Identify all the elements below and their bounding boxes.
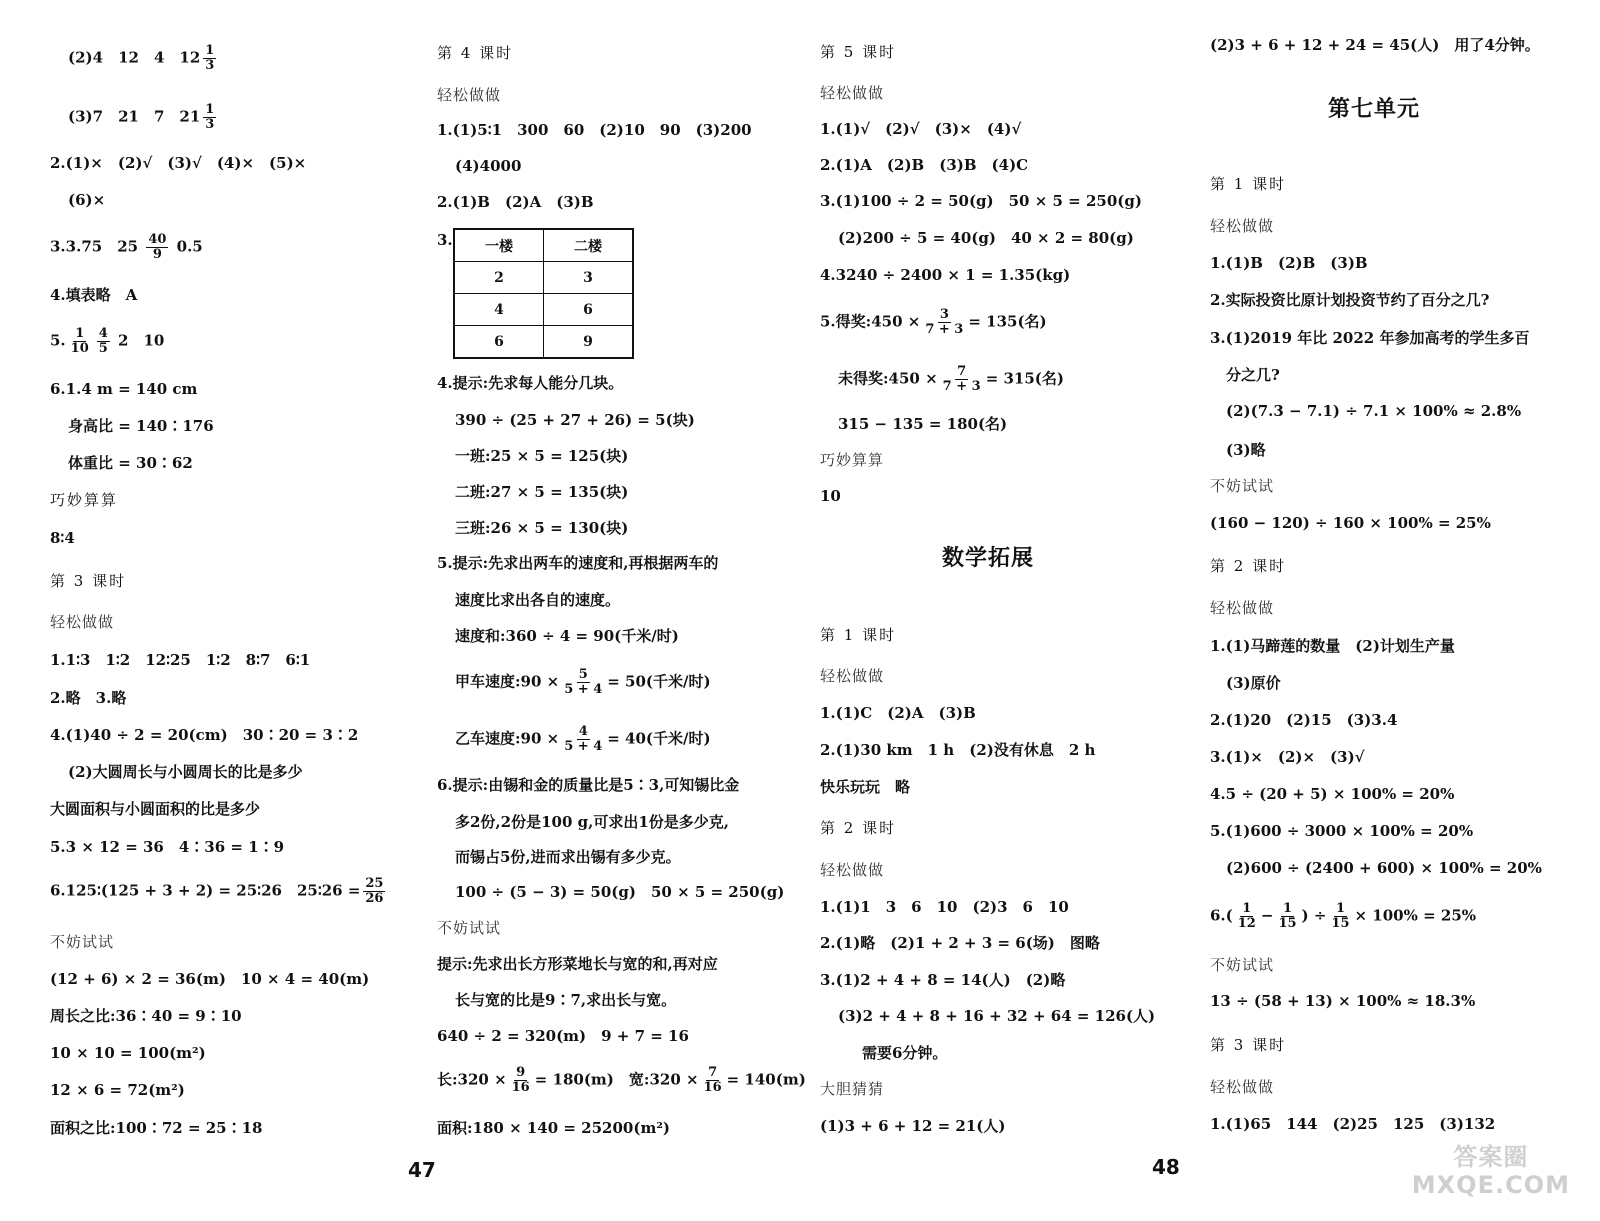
- answer-line: 快乐玩玩 略: [820, 778, 911, 796]
- answer-line: 速度比求出各自的速度。: [455, 591, 621, 609]
- answer-line: (3)略: [1226, 441, 1266, 459]
- answer-line: 大圆面积与小圆面积的比是多少: [50, 800, 261, 818]
- answer-line: 乙车速度:90 × $\frac{4}{5 + 4}$ = 40(千米/时): [455, 724, 711, 754]
- table-cell: 6: [544, 294, 634, 326]
- section-heading: 不妨试试: [50, 933, 115, 951]
- answer-line: 1.(1)马蹄莲的数量 (2)计划生产量: [1210, 637, 1455, 655]
- section-heading: 不妨试试: [1210, 477, 1275, 495]
- fraction: $\frac{7}{16}$: [703, 1065, 722, 1095]
- answer-line: 1.1∶3 1∶2 12∶25 1∶2 8∶7 6∶1: [50, 651, 311, 669]
- answer-line: 3.(1)× (2)× (3)√: [1210, 748, 1365, 766]
- answer-line: 4.填表略 A: [50, 286, 138, 304]
- table-cell: 6: [454, 326, 544, 359]
- section-heading: 轻松做做: [820, 861, 885, 879]
- fraction: $\frac{25}{26}$: [365, 876, 384, 906]
- fraction: $\frac{4}{5}$: [98, 326, 108, 356]
- section-heading: 轻松做做: [1210, 217, 1275, 235]
- lesson-heading: 第 2 课时: [820, 819, 897, 837]
- answer-line: (4)4000: [455, 157, 522, 175]
- answer-line: (3)7 21 7 21 $\frac{1}{3}$: [68, 102, 215, 132]
- lesson-heading: 第 2 课时: [1210, 557, 1287, 575]
- answer-line: 5.得奖:450 × $\frac{3}{7 + 3}$ = 135(名): [820, 307, 1047, 337]
- fraction: $\frac{1}{15}$: [1278, 901, 1297, 931]
- table-row: [454, 229, 633, 262]
- table-cell: 2: [454, 262, 544, 294]
- table-row: [454, 262, 633, 294]
- answer-line: 315 − 135 = 180(名): [838, 415, 1008, 433]
- answer-line: 身高比 = 140∶176: [68, 417, 214, 435]
- answer-line: 2.(1)20 (2)15 (3)3.4: [1210, 711, 1398, 729]
- section-heading: 轻松做做: [1210, 599, 1275, 617]
- answer-line: 2.(1)× (2)√ (3)√ (4)× (5)×: [50, 154, 307, 172]
- answer-line: 三班:26 × 5 = 130(块): [455, 519, 629, 537]
- fraction: $\frac{1}{3}$: [205, 43, 215, 73]
- answer-line: (2)600 ÷ (2400 + 600) × 100% = 20%: [1226, 859, 1542, 877]
- page-number-left: 47: [408, 1158, 436, 1182]
- answer-line: 3.3.75 25 $\frac{40}{9}$ 0.5: [50, 232, 203, 262]
- answer-line: 未得奖:450 × $\frac{7}{7 + 3}$ = 315(名): [838, 364, 1064, 394]
- answer-line: 1.(1)C (2)A (3)B: [820, 704, 976, 722]
- answer-line: 多2份,2份是100 g,可求出1份是多少克,: [455, 813, 730, 831]
- fraction: $\frac{1}{15}$: [1331, 901, 1350, 931]
- answer-line: (12 + 6) × 2 = 36(m) 10 × 4 = 40(m): [50, 970, 370, 988]
- answer-line: 二班:27 × 5 = 135(块): [455, 483, 629, 501]
- answer-line: 6.1.4 m = 140 cm: [50, 380, 198, 398]
- fraction: $\frac{1}{12}$: [1237, 901, 1256, 931]
- table-cell: 4: [454, 294, 544, 326]
- answer-line: 8∶4: [50, 529, 75, 547]
- answer-line: 5. $\frac{1}{10}$ $\frac{4}{5}$ 2 10: [50, 326, 165, 356]
- fraction: $\frac{5}{5 + 4}$: [564, 667, 603, 697]
- answer-line: 6.( $\frac{1}{12}$ − $\frac{1}{15}$ ) ÷ $\frac{1}{15}$ × 100% = 25%: [1210, 901, 1477, 931]
- answer-line: 2.(1)B (2)A (3)B: [437, 193, 594, 211]
- answer-line: 13 ÷ (58 + 13) × 100% ≈ 18.3%: [1210, 992, 1476, 1010]
- answer-line: 1.(1)√ (2)√ (3)× (4)√: [820, 120, 1022, 138]
- floor-table: [453, 228, 634, 359]
- answer-line: 面积之比:100∶72 = 25∶18: [50, 1119, 263, 1137]
- answer-line: 提示:先求出长方形菜地长与宽的和,再对应: [437, 955, 718, 973]
- section-heading: 大胆猜猜: [820, 1080, 885, 1098]
- answer-line: 2.略 3.略: [50, 689, 127, 707]
- answer-line: 2.(1)A (2)B (3)B (4)C: [820, 156, 1029, 174]
- section-heading: 巧妙算算: [820, 451, 885, 469]
- answer-line: 10: [820, 487, 841, 505]
- answer-line: 甲车速度:90 × $\frac{5}{5 + 4}$ = 50(千米/时): [455, 667, 711, 697]
- table-cell: 3: [544, 262, 634, 294]
- answer-line: 2.实际投资比原计划投资节约了百分之几?: [1210, 291, 1490, 309]
- answer-line: 6.125∶(125 + 3 + 2) = 25∶26 25∶26 = $\frac{25}{26}$: [50, 876, 384, 906]
- answer-line: (2)200 ÷ 5 = 40(g) 40 × 2 = 80(g): [838, 229, 1134, 247]
- table-row: [454, 326, 633, 359]
- answer-line: 长:320 × $\frac{9}{16}$ = 180(m) 宽:320 × $\frac{7}{16}$ = 140(m): [437, 1065, 806, 1095]
- answer-line: 3.(1)2019 年比 2022 年参加高考的学生多百: [1210, 329, 1530, 347]
- answer-line: 4.(1)40 ÷ 2 = 20(cm) 30∶20 = 3∶2: [50, 726, 359, 744]
- fraction: $\frac{4}{5 + 4}$: [564, 724, 603, 754]
- answer-line: 速度和:360 ÷ 4 = 90(千米/时): [455, 627, 679, 645]
- fraction: $\frac{3}{7 + 3}$: [925, 307, 964, 337]
- answer-line: 体重比 = 30∶62: [68, 454, 193, 472]
- fraction: $\frac{40}{9}$: [148, 232, 167, 262]
- answer-line: 4.3240 ÷ 2400 × 1 = 1.35(kg): [820, 266, 1071, 284]
- lesson-heading: 第 1 课时: [1210, 175, 1287, 193]
- answer-line: (2)3 + 6 + 12 + 24 = 45(人) 用了4分钟。: [1210, 36, 1540, 54]
- answer-line: 5.3 × 12 = 36 4∶36 = 1∶9: [50, 838, 285, 856]
- answer-line: 3.(1)2 + 4 + 8 = 14(人) (2)略: [820, 971, 1066, 989]
- table-cell: 二楼: [544, 229, 634, 262]
- watermark-logo: 答案圈 MXQE.COM: [1411, 1143, 1570, 1199]
- fraction: $\frac{1}{10}$: [70, 326, 89, 356]
- section-heading: 轻松做做: [50, 613, 115, 631]
- answer-line: 3.(1)100 ÷ 2 = 50(g) 50 × 5 = 250(g): [820, 192, 1142, 210]
- lesson-heading: 第 3 课时: [1210, 1036, 1287, 1054]
- answer-line: (2)4 12 4 12 $\frac{1}{3}$: [68, 43, 215, 73]
- answer-line: (1)3 + 6 + 12 = 21(人): [820, 1117, 1006, 1135]
- answer-line: (2)(7.3 − 7.1) ÷ 7.1 × 100% ≈ 2.8%: [1226, 402, 1522, 420]
- table-row: [454, 294, 633, 326]
- section-heading: 巧妙算算: [50, 491, 119, 509]
- answer-line: (2)大圆周长与小圆周长的比是多少: [68, 763, 303, 781]
- answer-line: (160 − 120) ÷ 160 × 100% = 25%: [1210, 514, 1491, 532]
- answer-line: 4.提示:先求每人能分几块。: [437, 374, 624, 392]
- answer-line: 6.提示:由锡和金的质量比是5∶3,可知锡比金: [437, 776, 740, 794]
- answer-line: 3.: [437, 231, 453, 249]
- section-heading: 轻松做做: [1210, 1078, 1275, 1096]
- table-cell: 一楼: [454, 229, 544, 262]
- fraction: $\frac{1}{3}$: [205, 102, 215, 132]
- section-heading: 不妨试试: [1210, 956, 1275, 974]
- lesson-heading: 第 1 课时: [820, 626, 897, 644]
- answer-line: 长与宽的比是9∶7,求出长与宽。: [455, 991, 677, 1009]
- section-heading: 轻松做做: [820, 84, 885, 102]
- fraction: $\frac{7}{7 + 3}$: [942, 364, 981, 394]
- answer-line: 10 × 10 = 100(m²): [50, 1044, 206, 1062]
- section-title: 数学拓展: [942, 545, 1035, 571]
- lesson-heading: 第 4 课时: [437, 44, 514, 62]
- answer-line: 5.(1)600 ÷ 3000 × 100% = 20%: [1210, 822, 1474, 840]
- answer-line: 1.(1)65 144 (2)25 125 (3)132: [1210, 1115, 1496, 1133]
- answer-line: 1.(1)1 3 6 10 (2)3 6 10: [820, 898, 1069, 916]
- section-heading: 轻松做做: [437, 86, 502, 104]
- answer-line: 12 × 6 = 72(m²): [50, 1081, 185, 1099]
- answer-line: 而锡占5份,进而求出锡有多少克。: [455, 848, 681, 866]
- answer-line: 390 ÷ (25 + 27 + 26) = 5(块): [455, 411, 695, 429]
- answer-line: (3)2 + 4 + 8 + 16 + 32 + 64 = 126(人): [838, 1007, 1156, 1025]
- lesson-heading: 第 3 课时: [50, 572, 127, 590]
- answer-line: 1.(1)B (2)B (3)B: [1210, 254, 1368, 272]
- lesson-heading: 第 5 课时: [820, 43, 897, 61]
- answer-line: 2.(1)略 (2)1 + 2 + 3 = 6(场) 图略: [820, 934, 1100, 952]
- answer-line: 面积:180 × 140 = 25200(m²): [437, 1119, 671, 1137]
- page-number-right: 48: [1152, 1155, 1180, 1179]
- answer-line: 1.(1)5∶1 300 60 (2)10 90 (3)200: [437, 121, 752, 139]
- answer-line: 4.5 ÷ (20 + 5) × 100% = 20%: [1210, 785, 1455, 803]
- answer-line: 640 ÷ 2 = 320(m) 9 + 7 = 16: [437, 1027, 689, 1045]
- answer-line: (6)×: [68, 191, 106, 209]
- answer-line: 分之几?: [1226, 366, 1280, 384]
- answer-line: 周长之比:36∶40 = 9∶10: [50, 1007, 242, 1025]
- answer-line: (3)原价: [1226, 674, 1281, 692]
- unit-title: 第七单元: [1328, 96, 1421, 122]
- answer-line: 100 ÷ (5 − 3) = 50(g) 50 × 5 = 250(g): [455, 883, 785, 901]
- answer-line: 5.提示:先求出两车的速度和,再根据两车的: [437, 554, 719, 572]
- answer-line: 需要6分钟。: [862, 1044, 948, 1062]
- answer-line: 2.(1)30 km 1 h (2)没有休息 2 h: [820, 741, 1096, 759]
- answer-line: 一班:25 × 5 = 125(块): [455, 447, 629, 465]
- section-heading: 不妨试试: [437, 919, 502, 937]
- table-cell: 9: [544, 326, 634, 359]
- section-heading: 轻松做做: [820, 667, 885, 685]
- fraction: $\frac{9}{16}$: [511, 1065, 530, 1095]
